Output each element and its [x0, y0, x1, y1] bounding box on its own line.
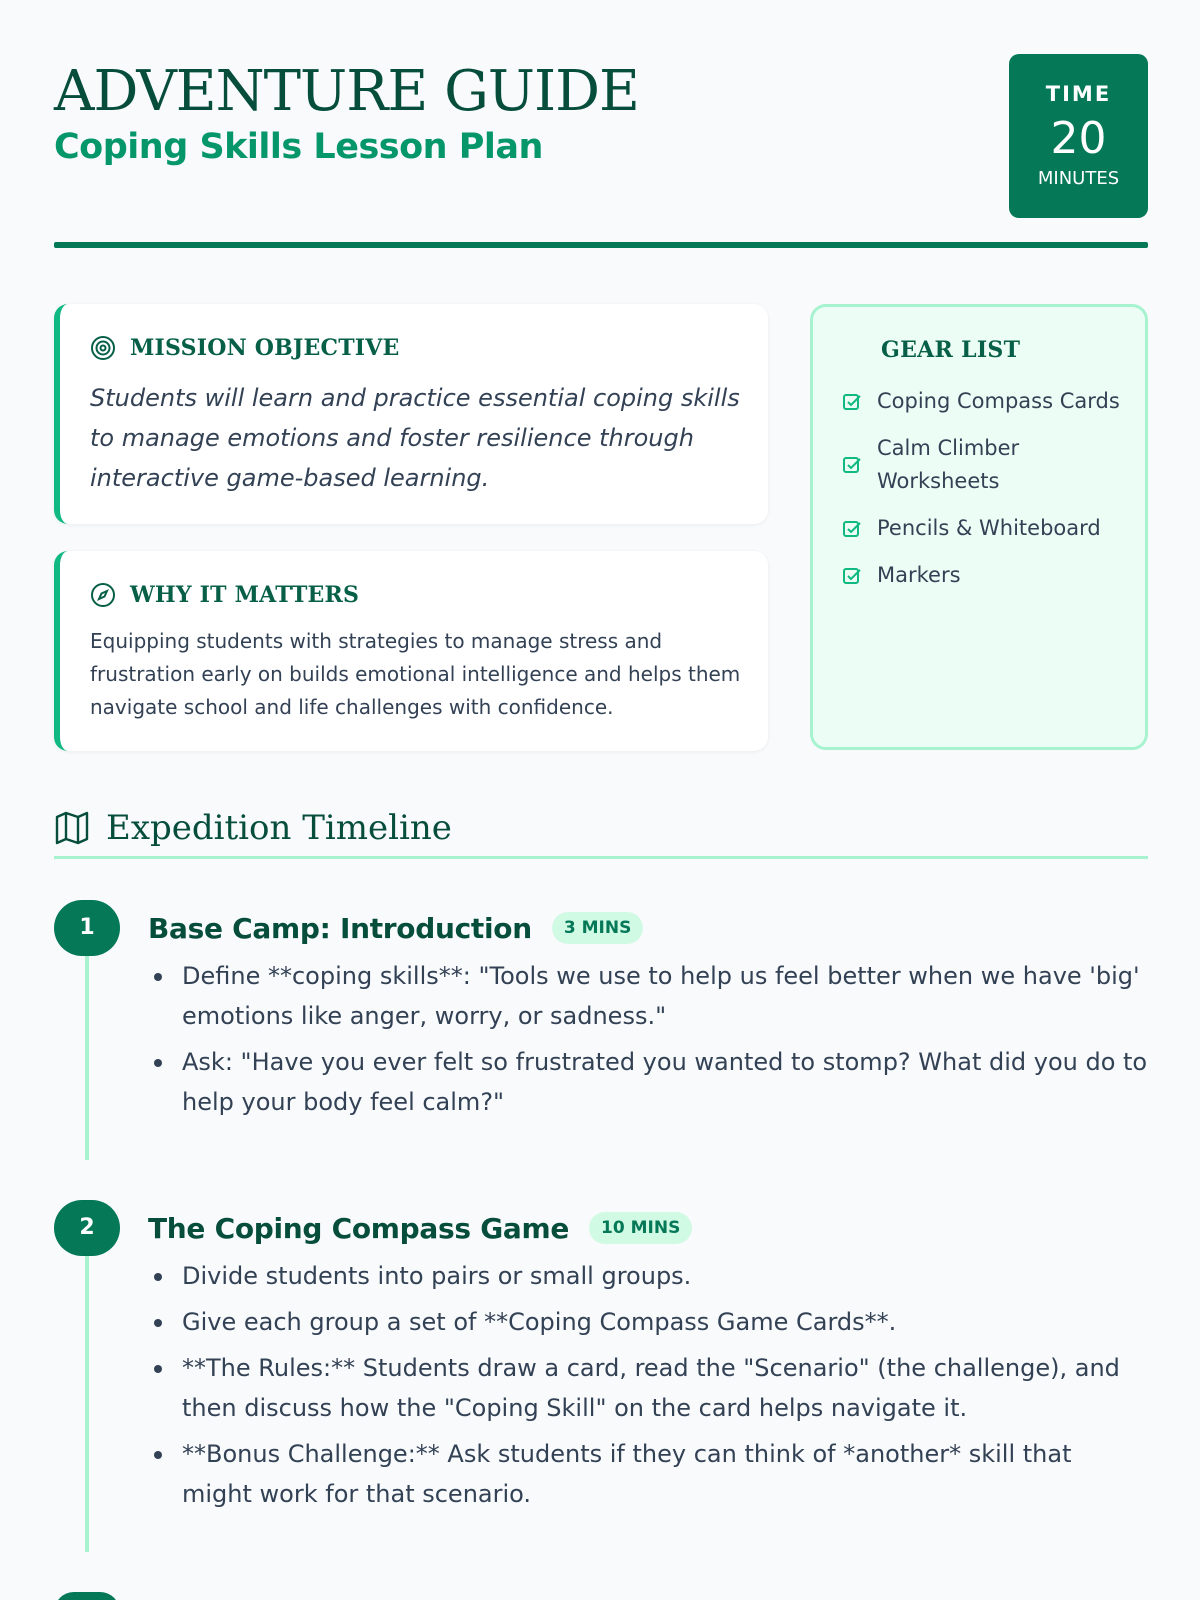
duration-badge: 10 MINS: [589, 1212, 692, 1244]
step-number-partial: [54, 1592, 120, 1600]
checkbox-icon: [841, 518, 863, 540]
header-divider: [54, 242, 1148, 248]
gear-item: [841, 385, 1131, 418]
list-item: Ask: "Have you ever felt so frustrated you wanted to stomp? What did you do to help your body feel calm?": [148, 1042, 1148, 1122]
step-connector: [85, 956, 89, 1160]
step-title: Base Camp: Introduction: [148, 911, 532, 945]
gear-item: [841, 432, 1131, 498]
target-icon: [90, 335, 116, 361]
gear-list-heading: GEAR LIST: [881, 337, 1021, 363]
gear-list: [841, 385, 1131, 606]
step-header: [148, 908, 643, 948]
page-subtitle: Coping Skills Lesson Plan: [54, 127, 543, 167]
step-number: 2: [54, 1200, 120, 1256]
mission-objective-heading: MISSION OBJECTIVE: [130, 335, 400, 361]
why-it-matters-card: [54, 551, 768, 751]
step-header: [148, 1208, 692, 1248]
map-icon: [54, 810, 90, 846]
step-connector: [85, 1256, 89, 1552]
header: [54, 52, 1148, 250]
checkbox-icon: [841, 565, 863, 587]
list-item: Define **coping skills**: "Tools we use to help us feel better when we have 'big' emotions like anger, worry, or sadness.": [148, 956, 1148, 1036]
checkbox-icon: [841, 454, 863, 476]
checkbox-icon: [841, 391, 863, 413]
time-label: TIME: [1045, 82, 1112, 106]
time-value: 20: [1050, 113, 1107, 164]
timeline-divider: [54, 856, 1148, 859]
gear-item-label: Coping Compass Cards: [877, 389, 1120, 413]
duration-badge: 3 MINS: [552, 912, 643, 944]
why-it-matters-header: [90, 581, 359, 609]
why-it-matters-heading: WHY IT MATTERS: [130, 582, 360, 608]
gear-item-label: Calm Climber Worksheets: [877, 436, 1020, 493]
step-title: The Coping Compass Game: [148, 1211, 570, 1245]
why-it-matters-text: Equipping students with strategies to manage stress and frustration early on builds emotional intelligence and helps them navigate school and life challenges with confidence.: [90, 629, 741, 719]
mission-objective-header: [90, 334, 400, 362]
gear-item-label: Pencils & Whiteboard: [877, 516, 1101, 540]
step-bullets: [148, 956, 1148, 1128]
list-item: Give each group a set of **Coping Compass Game Cards**.: [148, 1302, 1148, 1342]
gear-item: [841, 559, 1131, 592]
timeline-header: [54, 806, 452, 850]
time-badge: [1009, 54, 1148, 218]
gear-item-label: Markers: [877, 563, 961, 587]
step-number: 1: [54, 900, 120, 956]
list-item: **Bonus Challenge:** Ask students if they can think of *another* skill that might work for that scenario.: [148, 1434, 1148, 1514]
page-title: ADVENTURE GUIDE: [54, 59, 639, 124]
list-item: **The Rules:** Students draw a card, read the "Scenario" (the challenge), and then discuss how the "Coping Skill" on the card helps navigate it.: [148, 1348, 1148, 1428]
timeline-heading: Expedition Timeline: [106, 808, 452, 848]
compass-icon: [90, 582, 116, 608]
time-unit: MINUTES: [1037, 168, 1120, 189]
step-bullets: [148, 1256, 1148, 1520]
gear-list-card: [810, 304, 1148, 750]
mission-objective-card: [54, 304, 768, 524]
mission-objective-text: Students will learn and practice essential coping skills to manage emotions and foster resilience through interactive game-based learning.: [90, 384, 740, 492]
gear-item: [841, 512, 1131, 545]
lesson-plan-page: [54, 0, 1148, 1600]
list-item: Divide students into pairs or small groups.: [148, 1256, 1148, 1296]
